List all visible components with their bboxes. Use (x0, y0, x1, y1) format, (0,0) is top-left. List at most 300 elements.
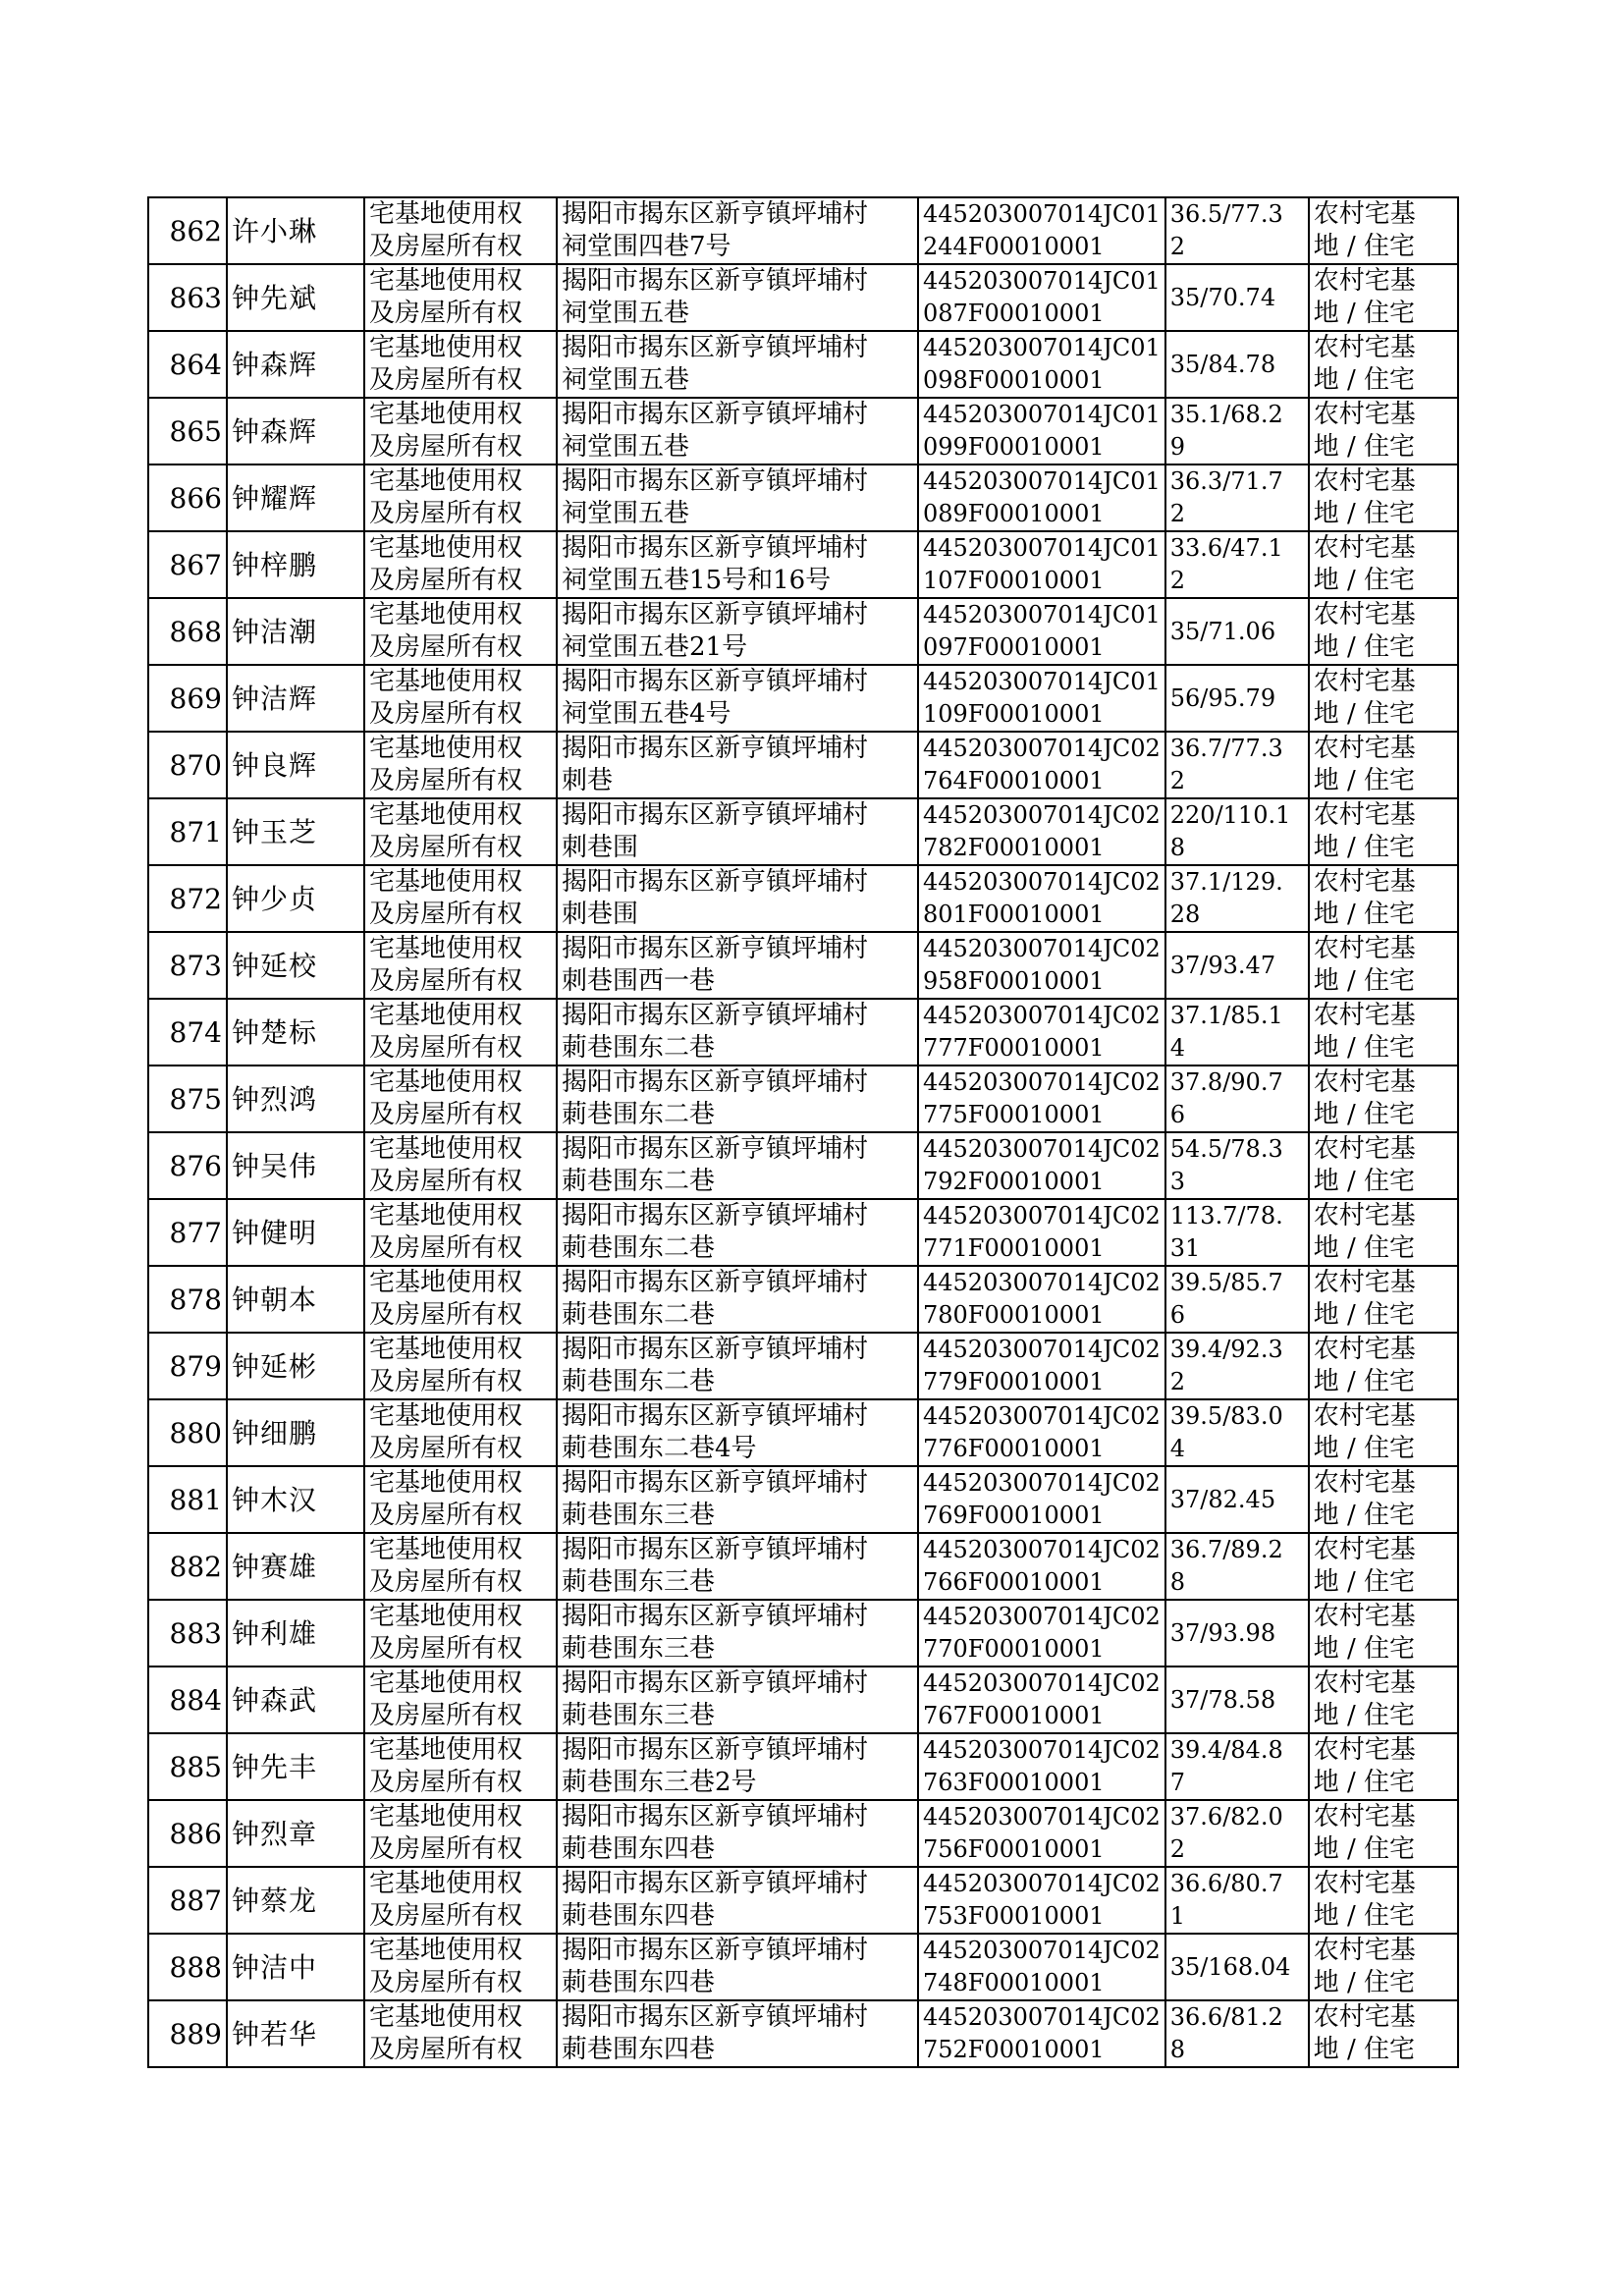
right-type-line: 及房屋所有权 (369, 966, 523, 996)
area-value-line: 6 (1169, 1301, 1186, 1329)
land-use-line: 农村宅基 (1313, 800, 1416, 830)
land-use-cell (1309, 1934, 1458, 2000)
land-use-line: 农村宅基 (1313, 266, 1416, 296)
table-row (148, 2000, 1458, 2067)
area-value-line: 2 (1169, 233, 1186, 260)
right-type-line: 及房屋所有权 (369, 499, 523, 528)
unit-code-cell (918, 398, 1165, 464)
area-value-line: 39.5/85.7 (1169, 1269, 1283, 1296)
address-line: 莿巷围东四巷 (562, 1834, 716, 1864)
right-type-line: 宅基地使用权 (369, 934, 523, 963)
land-use-line: 农村宅基 (1313, 1869, 1416, 1898)
address-cell (557, 1800, 918, 1867)
table-row (148, 398, 1458, 464)
land-use-line: 地 / 住宅 (1313, 432, 1416, 462)
right-type-line: 宅基地使用权 (369, 1401, 523, 1431)
land-use-line: 农村宅基 (1313, 1401, 1416, 1431)
land-use-line: 农村宅基 (1313, 1802, 1416, 1831)
land-use-cell (1309, 865, 1458, 932)
address-line: 莿巷围东二巷 (562, 1300, 716, 1330)
unit-code-cell (918, 932, 1165, 999)
land-use-line: 地 / 住宅 (1313, 966, 1416, 996)
address-cell (557, 932, 918, 999)
unit-code-cell (918, 665, 1165, 732)
owner-name-cell: 钟良辉 (227, 732, 364, 798)
area-value-cell (1165, 665, 1309, 732)
land-use-line: 地 / 住宅 (1313, 900, 1416, 929)
unit-code-line: 748F00010001 (923, 1969, 1105, 1996)
area-value-line: 37/78.58 (1169, 1685, 1276, 1714)
area-value-line: 37.1/85.1 (1169, 1002, 1283, 1029)
table-row (148, 331, 1458, 398)
table-row (148, 1733, 1458, 1800)
address-line: 揭阳市揭东区新亨镇坪埔村 (562, 1869, 869, 1898)
unit-code-cell (918, 732, 1165, 798)
area-value-line: 35/168.04 (1169, 1952, 1291, 1981)
owner-name-cell: 钟吴伟 (227, 1132, 364, 1199)
land-use-cell (1309, 264, 1458, 331)
area-value-cell (1165, 1934, 1309, 2000)
address-line: 莿巷围东三巷2号 (562, 1768, 757, 1797)
table-row (148, 1800, 1458, 1867)
owner-name-cell: 钟森辉 (227, 398, 364, 464)
address-cell (557, 732, 918, 798)
land-use-line: 地 / 住宅 (1313, 1033, 1416, 1063)
area-value-cell (1165, 1399, 1309, 1466)
row-number-cell: 876 (148, 1132, 227, 1199)
land-use-line: 农村宅基 (1313, 734, 1416, 763)
right-type-line: 宅基地使用权 (369, 1802, 523, 1831)
right-type-cell (364, 999, 557, 1066)
unit-code-line: 445203007014JC01 (923, 601, 1161, 628)
unit-code-line: 445203007014JC02 (923, 1870, 1161, 1897)
address-line: 祠堂围五巷 (562, 499, 690, 528)
owner-name-cell: 许小琳 (227, 197, 364, 264)
row-number-cell: 865 (148, 398, 227, 464)
address-cell (557, 1466, 918, 1533)
land-use-line: 农村宅基 (1313, 1668, 1416, 1698)
address-line: 揭阳市揭东区新亨镇坪埔村 (562, 1335, 869, 1364)
right-type-cell (364, 1132, 557, 1199)
land-use-line: 地 / 住宅 (1313, 232, 1416, 261)
unit-code-cell (918, 1466, 1165, 1533)
unit-code-line: 445203007014JC02 (923, 1937, 1161, 1964)
land-use-cell (1309, 398, 1458, 464)
land-use-line: 地 / 住宅 (1313, 632, 1416, 662)
address-line: 揭阳市揭东区新亨镇坪埔村 (562, 1735, 869, 1765)
table-row (148, 464, 1458, 531)
land-use-line: 农村宅基 (1313, 1936, 1416, 1965)
area-value-line: 4 (1169, 1034, 1186, 1062)
right-type-line: 及房屋所有权 (369, 1501, 523, 1530)
land-use-line: 地 / 住宅 (1313, 1968, 1416, 1997)
land-use-line: 农村宅基 (1313, 667, 1416, 696)
right-type-line: 及房屋所有权 (369, 1167, 523, 1196)
area-value-cell (1165, 464, 1309, 531)
table-row (148, 932, 1458, 999)
unit-code-cell (918, 464, 1165, 531)
unit-code-cell (918, 197, 1165, 264)
right-type-line: 宅基地使用权 (369, 266, 523, 296)
unit-code-cell (918, 865, 1165, 932)
right-type-line: 及房屋所有权 (369, 1567, 523, 1597)
land-use-line: 农村宅基 (1313, 199, 1416, 229)
unit-code-line: 779F00010001 (923, 1368, 1105, 1395)
right-type-line: 宅基地使用权 (369, 333, 523, 362)
right-type-line: 及房屋所有权 (369, 632, 523, 662)
table-row (148, 264, 1458, 331)
unit-code-line: 445203007014JC01 (923, 534, 1161, 562)
right-type-line: 宅基地使用权 (369, 466, 523, 496)
table-row (148, 665, 1458, 732)
area-value-cell (1165, 1667, 1309, 1733)
area-value-line: 35/84.78 (1169, 350, 1276, 378)
area-value-cell (1165, 1199, 1309, 1266)
area-value-line: 8 (1169, 2036, 1186, 2063)
land-use-line: 地 / 住宅 (1313, 566, 1416, 595)
row-number-cell: 873 (148, 932, 227, 999)
land-use-cell (1309, 331, 1458, 398)
right-type-line: 及房屋所有权 (369, 1367, 523, 1396)
address-cell (557, 1132, 918, 1199)
land-use-cell (1309, 732, 1458, 798)
table-row (148, 1600, 1458, 1667)
land-use-cell (1309, 1600, 1458, 1667)
row-number-cell: 883 (148, 1600, 227, 1667)
address-line: 揭阳市揭东区新亨镇坪埔村 (562, 1602, 869, 1631)
right-type-cell (364, 1333, 557, 1399)
unit-code-line: 445203007014JC02 (923, 1068, 1161, 1096)
right-type-cell (364, 732, 557, 798)
row-number-cell: 879 (148, 1333, 227, 1399)
address-cell (557, 999, 918, 1066)
area-value-line: 8 (1169, 1568, 1186, 1596)
row-number-cell: 866 (148, 464, 227, 531)
row-number-cell: 862 (148, 197, 227, 264)
area-value-line: 37.8/90.7 (1169, 1068, 1283, 1096)
right-type-line: 及房屋所有权 (369, 1300, 523, 1330)
land-use-cell (1309, 1800, 1458, 1867)
address-line: 莿巷围东四巷 (562, 1901, 716, 1931)
owner-name-cell: 钟森辉 (227, 331, 364, 398)
unit-code-cell (918, 1333, 1165, 1399)
area-value-line: 37.1/129. (1169, 868, 1283, 896)
row-number-cell: 872 (148, 865, 227, 932)
address-line: 祠堂围五巷15号和16号 (562, 566, 832, 595)
unit-code-line: 767F00010001 (923, 1702, 1105, 1729)
address-line: 揭阳市揭东区新亨镇坪埔村 (562, 1936, 869, 1965)
address-cell (557, 1399, 918, 1466)
row-number-cell: 888 (148, 1934, 227, 2000)
unit-code-line: 107F00010001 (923, 567, 1105, 594)
unit-code-line: 445203007014JC01 (923, 668, 1161, 695)
right-type-line: 宅基地使用权 (369, 1602, 523, 1631)
right-type-cell (364, 1800, 557, 1867)
land-use-line: 农村宅基 (1313, 1335, 1416, 1364)
address-line: 祠堂围五巷 (562, 299, 690, 328)
owner-name-cell: 钟赛雄 (227, 1533, 364, 1600)
address-line: 揭阳市揭东区新亨镇坪埔村 (562, 400, 869, 429)
address-line: 刺巷围西一巷 (562, 966, 716, 996)
right-type-cell (364, 932, 557, 999)
land-use-line: 地 / 住宅 (1313, 1434, 1416, 1463)
land-use-cell (1309, 197, 1458, 264)
address-line: 揭阳市揭东区新亨镇坪埔村 (562, 600, 869, 629)
row-number-cell: 871 (148, 798, 227, 865)
unit-code-line: 782F00010001 (923, 834, 1105, 861)
area-value-line: 2 (1169, 500, 1186, 527)
area-value-cell (1165, 2000, 1309, 2067)
area-value-cell (1165, 1867, 1309, 1934)
address-line: 揭阳市揭东区新亨镇坪埔村 (562, 2002, 869, 2032)
unit-code-cell (918, 598, 1165, 665)
right-type-line: 宅基地使用权 (369, 600, 523, 629)
area-value-line: 2 (1169, 567, 1186, 594)
right-type-line: 宅基地使用权 (369, 1201, 523, 1230)
right-type-cell (364, 1266, 557, 1333)
land-use-cell (1309, 999, 1458, 1066)
table-row (148, 1333, 1458, 1399)
address-line: 莿巷围东四巷 (562, 2035, 716, 2064)
right-type-line: 及房屋所有权 (369, 1100, 523, 1129)
land-use-cell (1309, 665, 1458, 732)
table-body (148, 197, 1458, 2067)
land-use-line: 地 / 住宅 (1313, 2035, 1416, 2064)
address-line: 莿巷围东二巷 (562, 1167, 716, 1196)
area-value-line: 37.6/82.0 (1169, 1803, 1283, 1831)
right-type-line: 及房屋所有权 (369, 1634, 523, 1664)
area-value-cell (1165, 264, 1309, 331)
address-cell (557, 798, 918, 865)
owner-name-cell: 钟先斌 (227, 264, 364, 331)
table-row (148, 1199, 1458, 1266)
unit-code-line: 445203007014JC02 (923, 1336, 1161, 1363)
right-type-cell (364, 1934, 557, 2000)
unit-code-cell (918, 1199, 1165, 1266)
area-value-line: 3 (1169, 1168, 1186, 1195)
right-type-cell (364, 865, 557, 932)
address-line: 揭阳市揭东区新亨镇坪埔村 (562, 266, 869, 296)
address-line: 揭阳市揭东区新亨镇坪埔村 (562, 1067, 869, 1097)
right-type-line: 及房屋所有权 (369, 1768, 523, 1797)
land-use-line: 农村宅基 (1313, 333, 1416, 362)
area-value-line: 4 (1169, 1435, 1186, 1462)
area-value-cell (1165, 798, 1309, 865)
right-type-line: 及房屋所有权 (369, 833, 523, 862)
area-value-line: 36.3/71.7 (1169, 467, 1283, 495)
unit-code-line: 752F00010001 (923, 2036, 1105, 2063)
right-type-line: 宅基地使用权 (369, 2002, 523, 2032)
row-number-cell: 877 (148, 1199, 227, 1266)
land-use-line: 农村宅基 (1313, 1268, 1416, 1297)
table-row (148, 1667, 1458, 1733)
area-value-line: 220/110.1 (1169, 801, 1291, 829)
area-value-cell (1165, 1533, 1309, 1600)
row-number-cell: 884 (148, 1667, 227, 1733)
unit-code-cell (918, 2000, 1165, 2067)
unit-code-line: 958F00010001 (923, 967, 1105, 995)
unit-code-cell (918, 999, 1165, 1066)
address-line: 莿巷围东二巷4号 (562, 1434, 757, 1463)
right-type-line: 及房屋所有权 (369, 1901, 523, 1931)
area-value-line: 7 (1169, 1769, 1186, 1796)
right-type-line: 宅基地使用权 (369, 667, 523, 696)
owner-name-cell: 钟烈章 (227, 1800, 364, 1867)
unit-code-cell (918, 1600, 1165, 1667)
row-number-cell: 875 (148, 1066, 227, 1132)
unit-code-line: 445203007014JC02 (923, 1736, 1161, 1764)
area-value-line: 9 (1169, 433, 1186, 461)
owner-name-cell: 钟烈鸿 (227, 1066, 364, 1132)
right-type-line: 及房屋所有权 (369, 566, 523, 595)
area-value-line: 8 (1169, 834, 1186, 861)
unit-code-line: 445203007014JC02 (923, 1135, 1161, 1163)
right-type-line: 宅基地使用权 (369, 1869, 523, 1898)
address-line: 揭阳市揭东区新亨镇坪埔村 (562, 867, 869, 897)
land-use-line: 地 / 住宅 (1313, 1567, 1416, 1597)
address-cell (557, 197, 918, 264)
table-row (148, 1466, 1458, 1533)
right-type-line: 宅基地使用权 (369, 533, 523, 563)
right-type-line: 宅基地使用权 (369, 1335, 523, 1364)
unit-code-cell (918, 1934, 1165, 2000)
row-number-cell: 881 (148, 1466, 227, 1533)
unit-code-line: 244F00010001 (923, 233, 1105, 260)
land-use-line: 农村宅基 (1313, 1535, 1416, 1564)
table-row (148, 531, 1458, 598)
area-value-cell (1165, 999, 1309, 1066)
right-type-line: 及房屋所有权 (369, 1434, 523, 1463)
area-value-cell (1165, 932, 1309, 999)
right-type-line: 及房屋所有权 (369, 299, 523, 328)
land-use-line: 农村宅基 (1313, 1201, 1416, 1230)
table-row (148, 1066, 1458, 1132)
land-use-line: 地 / 住宅 (1313, 766, 1416, 795)
unit-code-cell (918, 1867, 1165, 1934)
unit-code-cell (918, 531, 1165, 598)
area-value-line: 37/93.98 (1169, 1618, 1276, 1647)
address-line: 祠堂围四巷7号 (562, 232, 731, 261)
right-type-cell (364, 1199, 557, 1266)
address-cell (557, 1600, 918, 1667)
land-use-line: 地 / 住宅 (1313, 699, 1416, 729)
right-type-cell (364, 1466, 557, 1533)
address-line: 莿巷围东二巷 (562, 1233, 716, 1263)
land-use-line: 农村宅基 (1313, 1067, 1416, 1097)
right-type-cell (364, 598, 557, 665)
land-use-line: 地 / 住宅 (1313, 833, 1416, 862)
area-value-cell (1165, 732, 1309, 798)
address-line: 刺巷围 (562, 833, 639, 862)
address-cell (557, 598, 918, 665)
land-use-line: 地 / 住宅 (1313, 1701, 1416, 1730)
address-cell (557, 398, 918, 464)
address-line: 祠堂围五巷21号 (562, 632, 748, 662)
land-use-cell (1309, 1132, 1458, 1199)
right-type-cell (364, 331, 557, 398)
land-use-line: 农村宅基 (1313, 934, 1416, 963)
right-type-cell (364, 398, 557, 464)
address-line: 揭阳市揭东区新亨镇坪埔村 (562, 734, 869, 763)
right-type-line: 宅基地使用权 (369, 1535, 523, 1564)
land-use-line: 农村宅基 (1313, 2002, 1416, 2032)
owner-name-cell: 钟洁潮 (227, 598, 364, 665)
area-value-cell (1165, 1132, 1309, 1199)
row-number-cell: 886 (148, 1800, 227, 1867)
address-line: 莿巷围东三巷 (562, 1634, 716, 1664)
address-line: 揭阳市揭东区新亨镇坪埔村 (562, 1668, 869, 1698)
right-type-line: 及房屋所有权 (369, 766, 523, 795)
land-use-line: 地 / 住宅 (1313, 499, 1416, 528)
owner-name-cell: 钟延校 (227, 932, 364, 999)
right-type-line: 宅基地使用权 (369, 1067, 523, 1097)
address-line: 莿巷围东四巷 (562, 1968, 716, 1997)
row-number-cell: 887 (148, 1867, 227, 1934)
row-number-cell: 869 (148, 665, 227, 732)
area-value-cell (1165, 331, 1309, 398)
owner-name-cell: 钟耀辉 (227, 464, 364, 531)
land-use-cell (1309, 1266, 1458, 1333)
right-type-line: 及房屋所有权 (369, 1834, 523, 1864)
land-use-line: 地 / 住宅 (1313, 365, 1416, 395)
unit-code-line: 445203007014JC02 (923, 1669, 1161, 1697)
right-type-line: 及房屋所有权 (369, 699, 523, 729)
unit-code-line: 445203007014JC02 (923, 868, 1161, 896)
area-value-line: 35/70.74 (1169, 283, 1276, 311)
area-value-line: 1 (1169, 1902, 1186, 1930)
unit-code-cell (918, 264, 1165, 331)
right-type-cell (364, 197, 557, 264)
right-type-line: 宅基地使用权 (369, 1001, 523, 1030)
address-cell (557, 464, 918, 531)
right-type-cell (364, 1733, 557, 1800)
address-cell (557, 1733, 918, 1800)
area-value-line: 36.7/77.3 (1169, 735, 1283, 762)
unit-code-line: 445203007014JC02 (923, 801, 1161, 829)
table-row (148, 1132, 1458, 1199)
unit-code-line: 445203007014JC02 (923, 1269, 1161, 1296)
address-line: 刺巷围 (562, 900, 639, 929)
address-cell (557, 1266, 918, 1333)
owner-name-cell: 钟健明 (227, 1199, 364, 1266)
unit-code-line: 445203007014JC01 (923, 467, 1161, 495)
land-use-line: 地 / 住宅 (1313, 1233, 1416, 1263)
unit-code-line: 756F00010001 (923, 1835, 1105, 1863)
land-use-line: 地 / 住宅 (1313, 1367, 1416, 1396)
unit-code-line: 099F00010001 (923, 433, 1105, 461)
unit-code-cell (918, 1733, 1165, 1800)
unit-code-line: 098F00010001 (923, 366, 1105, 394)
unit-code-cell (918, 1266, 1165, 1333)
land-use-line: 地 / 住宅 (1313, 1768, 1416, 1797)
land-use-cell (1309, 1399, 1458, 1466)
area-value-line: 39.5/83.0 (1169, 1402, 1283, 1430)
table-row (148, 1934, 1458, 2000)
address-line: 莿巷围东三巷 (562, 1567, 716, 1597)
unit-code-cell (918, 331, 1165, 398)
owner-name-cell: 钟梓鹏 (227, 531, 364, 598)
unit-code-line: 766F00010001 (923, 1568, 1105, 1596)
unit-code-line: 445203007014JC02 (923, 2003, 1161, 2031)
address-line: 祠堂围五巷4号 (562, 699, 731, 729)
address-cell (557, 1667, 918, 1733)
land-use-cell (1309, 932, 1458, 999)
unit-code-line: 445203007014JC02 (923, 1202, 1161, 1229)
unit-code-line: 445203007014JC02 (923, 1536, 1161, 1563)
land-use-cell (1309, 598, 1458, 665)
owner-name-cell: 钟若华 (227, 2000, 364, 2067)
row-number-cell: 878 (148, 1266, 227, 1333)
